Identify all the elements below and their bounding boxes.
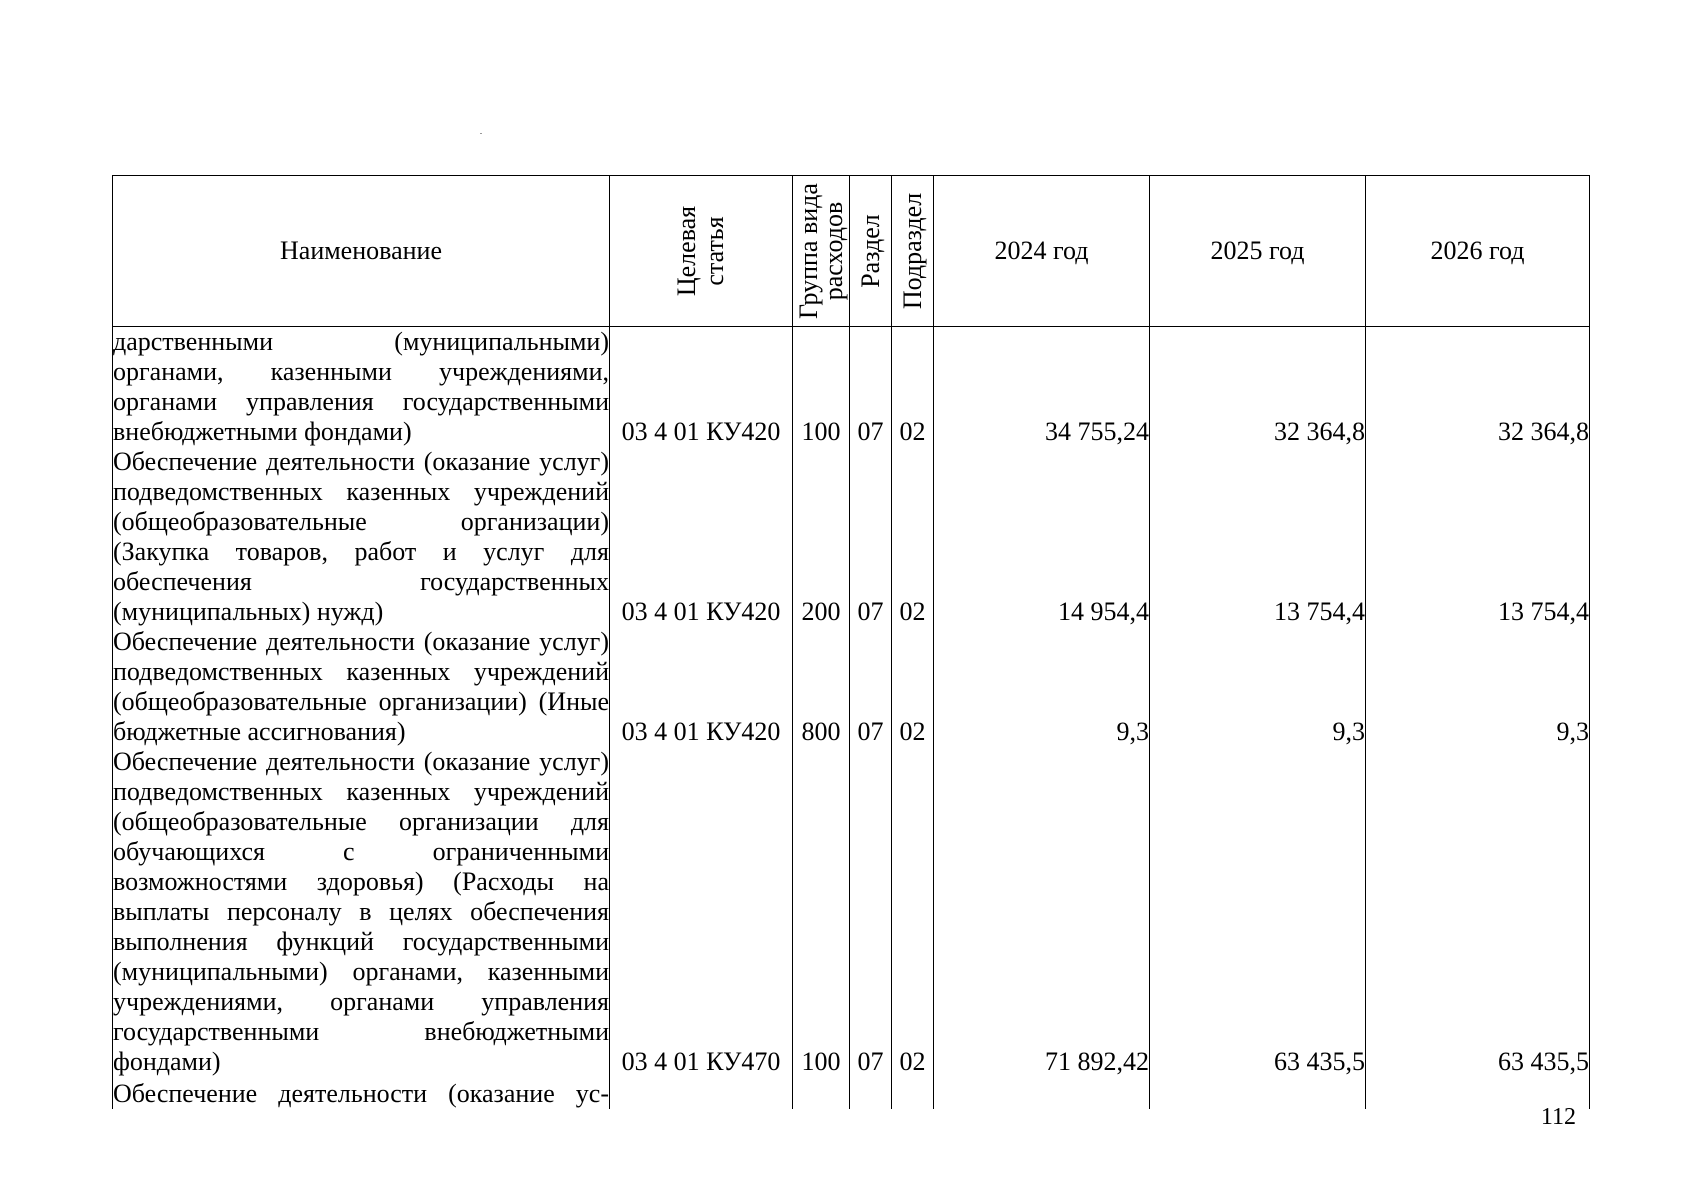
row-group: 100 xyxy=(793,747,850,1077)
row-description-continued: Обеспечение деятельности (оказание ус- xyxy=(113,1079,609,1108)
row-value-2025: 9,3 xyxy=(1150,627,1366,747)
row-section: 07 xyxy=(850,447,892,627)
header-subsection xyxy=(892,176,934,327)
row-group: 200 xyxy=(793,447,850,627)
row-subsection: 02 xyxy=(892,747,934,1077)
table-row xyxy=(113,747,1590,1077)
header-group xyxy=(793,176,850,327)
empty-cell xyxy=(610,1077,793,1109)
header-group-label: Группа вида расходов xyxy=(794,183,848,319)
row-target: 03 4 01 КУ420 xyxy=(610,447,793,627)
row-group: 800 xyxy=(793,627,850,747)
row-value-2026: 63 435,5 xyxy=(1366,747,1590,1077)
header-year-2025: 2025 год xyxy=(1150,176,1366,327)
row-description: дарственными (муниципальными) органами, казенными учреждениями, органами управления государственными внебюджетными фондами) xyxy=(113,327,609,446)
row-subsection: 02 xyxy=(892,327,934,448)
header-name: Наименование xyxy=(113,176,610,327)
row-group: 100 xyxy=(793,327,850,448)
table-header-row xyxy=(113,176,1590,327)
row-value-2025: 13 754,4 xyxy=(1150,447,1366,627)
row-value-2026: 13 754,4 xyxy=(1366,447,1590,627)
row-value-2024: 34 755,24 xyxy=(934,327,1150,448)
table-row xyxy=(113,627,1590,747)
row-value-2024: 71 892,42 xyxy=(934,747,1150,1077)
empty-cell xyxy=(793,1077,850,1109)
header-target-label: Целевая статья xyxy=(672,205,729,297)
row-value-2025: 63 435,5 xyxy=(1150,747,1366,1077)
table-row xyxy=(113,447,1590,627)
empty-cell xyxy=(934,1077,1150,1109)
row-value-2026: 9,3 xyxy=(1366,627,1590,747)
table-row-continued xyxy=(113,1077,1590,1109)
row-target: 03 4 01 КУ420 xyxy=(610,327,793,448)
table-row xyxy=(113,327,1590,448)
empty-cell xyxy=(892,1077,934,1109)
row-value-2024: 14 954,4 xyxy=(934,447,1150,627)
row-value-2024: 9,3 xyxy=(934,627,1150,747)
row-description: Обеспечение деятельности (оказание услуг) подведомственных казенных учреждений (общеобразовательные организации для обучающихся с ограниченными возможностями здоровья) (Расходы на выплаты персоналу в целях обеспечения выполнения функций государственными (муниципальными) органами, казенными учреждениями, органами управления государственными внебюджетными фондами) xyxy=(113,747,609,1076)
row-description: Обеспечение деятельности (оказание услуг) подведомственных казенных учреждений (общеобразовательные организации) (Иные бюджетные ассигнования) xyxy=(113,627,609,746)
header-target xyxy=(610,176,793,327)
row-section: 07 xyxy=(850,327,892,448)
header-section xyxy=(850,176,892,327)
row-section: 07 xyxy=(850,627,892,747)
row-section: 07 xyxy=(850,747,892,1077)
budget-table xyxy=(112,175,1590,1109)
row-description: Обеспечение деятельности (оказание услуг) подведомственных казенных учреждений (общеобразовательные организации) (Закупка товаров, работ и услуг для обеспечения государственных (муниципальных) нужд) xyxy=(113,447,609,626)
row-subsection: 02 xyxy=(892,627,934,747)
header-section-label: Раздел xyxy=(855,214,885,288)
header-subsection-label: Подраздел xyxy=(897,192,927,310)
row-target: 03 4 01 КУ420 xyxy=(610,627,793,747)
page-number: 112 xyxy=(1540,1104,1576,1130)
scan-speck xyxy=(480,133,482,134)
empty-cell xyxy=(850,1077,892,1109)
row-value-2025: 32 364,8 xyxy=(1150,327,1366,448)
empty-cell xyxy=(1150,1077,1366,1109)
row-value-2026: 32 364,8 xyxy=(1366,327,1590,448)
header-year-2026: 2026 год xyxy=(1366,176,1590,327)
header-year-2024: 2024 год xyxy=(934,176,1150,327)
row-subsection: 02 xyxy=(892,447,934,627)
row-target: 03 4 01 КУ470 xyxy=(610,747,793,1077)
